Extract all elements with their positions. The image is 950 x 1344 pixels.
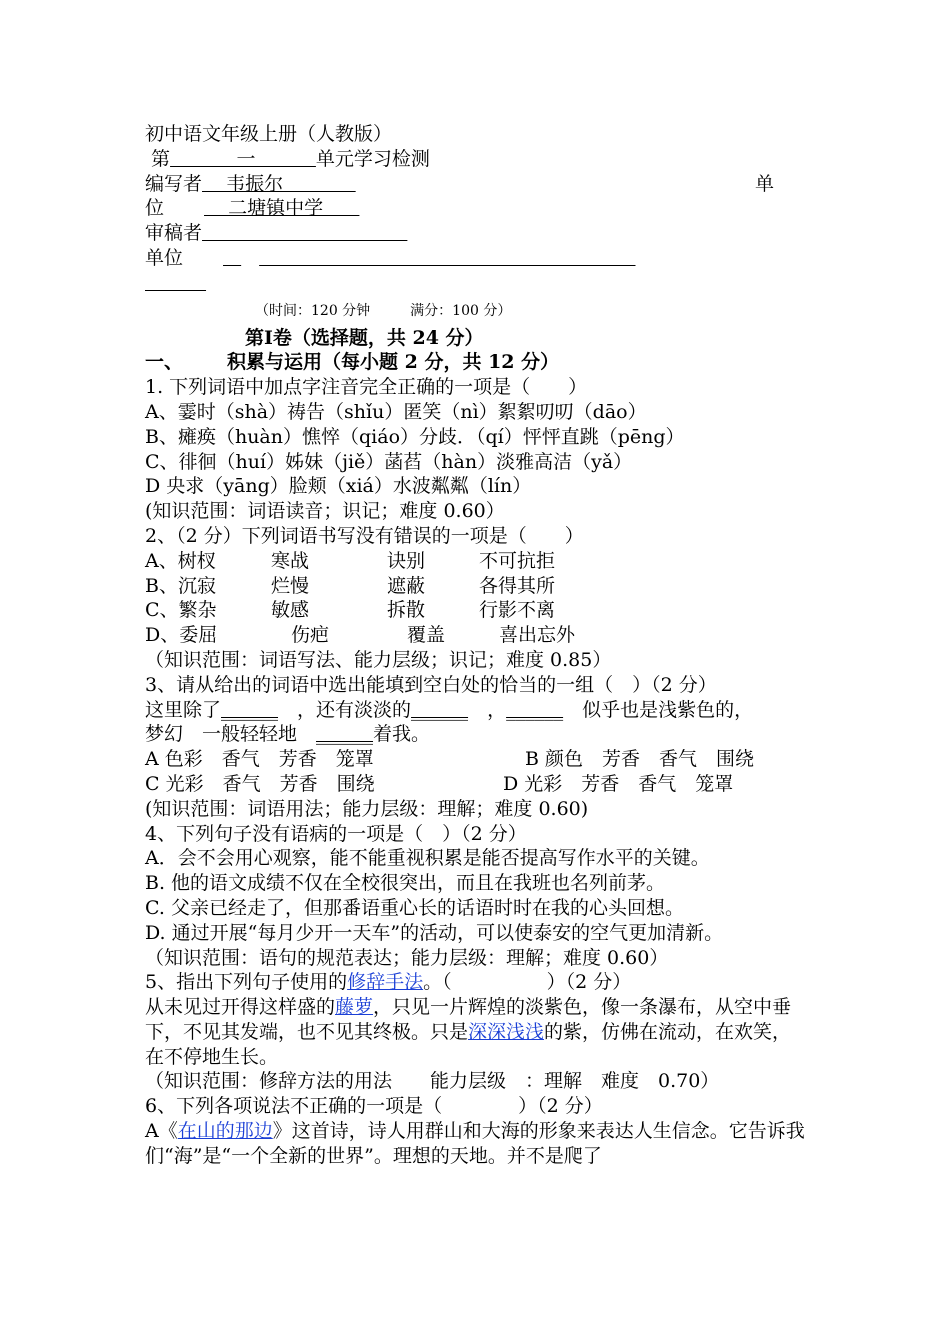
q2-word: D、委屈 (145, 624, 218, 647)
q5-stem (145, 970, 810, 995)
q1-option-a: A、霎时（shà）祷告（shǐu）匿笑（nì）絮絮叨叨（dāo） (145, 400, 647, 423)
unit-word-2: 位 (145, 197, 165, 220)
school-line (145, 196, 810, 221)
unit-label: 单位 (145, 246, 184, 269)
q4-option-b: B. 他的语文成绩不仅在全校很突出，而且在我班也名列前茅。 (145, 872, 666, 895)
q3-line2-b: 着我。 (373, 723, 431, 746)
q6-a-text-1: A《 (145, 1120, 178, 1143)
q3-option-c: C 光彩 香气 芳香 围绕 (145, 772, 375, 795)
q3-text-3: ， (487, 698, 507, 721)
q5-text-2: ，只见一片辉煌的淡紫色，像一条瀑布，从空中垂下，不见其发端，也不见其终极。只是 (145, 996, 792, 1043)
q2-note: （知识范围：词语写法、能力层级；识记；难度 0.85） (145, 648, 612, 671)
part-label: 一、 (145, 351, 184, 374)
q2-word: 烂慢 (271, 574, 310, 597)
q3-options-cd (145, 772, 810, 797)
q2-word: 不可抗拒 (479, 549, 556, 572)
q3-line2-a: 梦幻 一般轻轻地 (145, 723, 317, 746)
q2-option-row (145, 549, 810, 574)
q6-stem: 6、下列各项说法不正确的一项是（ ）（2 分） (145, 1095, 603, 1118)
time-info: （时间：120 分钟 (255, 302, 371, 319)
wisteria-link[interactable]: 藤萝 (335, 996, 374, 1019)
part-heading (145, 350, 810, 375)
q1-stem: 1. 下列词语中加点字注音完全正确的一项是（ ） (145, 376, 588, 399)
q5-stem-b: 。（ ）（2 分） (423, 971, 632, 994)
q4-stem: 4、下列句子没有语病的一项是（ ）（2 分） (145, 822, 527, 845)
author-line (145, 172, 810, 197)
q3-blank-2: ______ (411, 698, 469, 721)
book-title: 初中语文年级上册（人教版） (145, 123, 393, 145)
q4-option-c: C. 父亲已经走了，但那番语重心长的话语时时在我的心头回想。 (145, 896, 684, 919)
unit-word-1: 单 (754, 172, 774, 195)
q2-word: 寒战 (271, 549, 310, 572)
unit-line-3 (145, 274, 206, 293)
q2-word: A、树杈 (145, 549, 216, 572)
q2-option-row (145, 623, 810, 648)
q3-options-ab (145, 747, 810, 772)
q2-word: 行影不离 (479, 599, 556, 622)
q3-option-b: B 颜色 芳香 香气 围绕 (525, 748, 755, 771)
q3-option-a: A 色彩 香气 芳香 笼罩 (145, 748, 374, 771)
q6-option-a (145, 1119, 810, 1169)
q3-text-2: ，还有淡淡的 (297, 698, 412, 721)
unit-line-1 (223, 247, 241, 269)
q2-word: B、沉寂 (145, 574, 216, 597)
school-value: 二塘镇中学 (204, 197, 360, 220)
q3-passage-line2 (145, 722, 810, 747)
q3-stem: 3、请从给出的词语中选出能填到空白处的恰当的一组（ ）（2 分） (145, 673, 717, 696)
unit-suffix: 单元学习检测 (315, 147, 430, 170)
q2-word: 伤疤 (291, 624, 330, 647)
author-value: 韦振尔 (202, 172, 356, 195)
unit-prefix: 第 (151, 147, 171, 170)
q4-note: （知识范围：语句的规范表达；能力层级：理解；难度 0.60） (145, 946, 669, 969)
unit-line-cont (145, 271, 810, 296)
score-info: 满分：100 分） (410, 302, 512, 319)
unit-line-2 (259, 249, 635, 268)
q5-text-1: 从未见过开得这样盛的 (145, 996, 336, 1019)
unit-line (145, 246, 810, 271)
q3-text-4: 似乎也是浅紫色的， (582, 698, 754, 721)
q3-text-1: 这里除了 (145, 698, 222, 721)
q5-text-3: 的紫，仿佛在流动，在欢笑，在不停地生长。 (145, 1020, 792, 1068)
rhetoric-link[interactable]: 修辞手法 (347, 971, 424, 994)
q4-option-d: D. 通过开展“每月少开一天车”的活动，可以使泰安的空气更加清新。 (145, 921, 724, 944)
unit-blank: 一 (170, 147, 316, 170)
q6-a-text-2: 》这首诗，诗人用群山和大海的形象来表达人生信念。它告诉我们“海”是“一个全新的世界”。理想的天地。并不是爬了 (145, 1120, 805, 1167)
q2-word: 喜出忘外 (499, 624, 576, 647)
q2-word: 诀别 (387, 549, 426, 572)
q2-word: 拆散 (387, 599, 426, 622)
q5-passage (145, 995, 810, 1069)
reviewer-value (202, 222, 407, 244)
q1-option-c: C、徘徊（huí）姊妹（jiě）菡萏（hàn）淡雅高洁（yǎ） (145, 450, 633, 473)
q2-word: 各得其所 (479, 574, 556, 597)
q3-blank-3: ______ (506, 698, 564, 721)
q1-option-d: D 央求（yāng）脸颊（xiá）水波粼粼（lín） (145, 475, 532, 498)
q3-blank-1: ______ (221, 698, 279, 721)
unit-title (145, 147, 810, 172)
time-info-line (145, 296, 810, 326)
q2-stem: 2、（2 分）下列词语书写没有错误的一项是（ ） (145, 524, 584, 547)
part-title: 积累与运用（每小题 2 分，共 12 分） (227, 351, 560, 374)
reviewer-line (145, 221, 810, 246)
poem-link[interactable]: 在山的那边 (177, 1120, 273, 1143)
q2-word: 遮蔽 (387, 574, 426, 597)
q2-word: 覆盖 (407, 624, 446, 647)
q3-option-d: D 光彩 芳香 香气 笼罩 (503, 772, 734, 795)
q3-note: (知识范围：词语用法；能力层级：理解；难度 0.60) (145, 797, 589, 820)
q2-option-row (145, 574, 810, 599)
q2-option-row (145, 598, 810, 623)
q2-word: C、繁杂 (145, 599, 217, 622)
q2-options (145, 549, 810, 648)
q1-option-b: B、瘫痪（huàn）憔悴（qiáo）分歧．（qí）怦怦直跳（pēng） (145, 425, 685, 448)
reviewer-label: 审稿者 (145, 222, 203, 245)
shades-link[interactable]: 深深浅浅 (468, 1020, 545, 1043)
exam-page (145, 122, 810, 1169)
q5-note: （知识范围：修辞方法的用法 能力层级 ：理解 难度 0.70） (145, 1070, 720, 1093)
q3-passage (145, 698, 810, 723)
q1-note: (知识范围：词语读音；识记；难度 0.60） (145, 500, 505, 523)
section-title: 第Ⅰ卷（选择题，共 24 分） (245, 326, 484, 349)
q2-word: 敏感 (271, 599, 310, 622)
q5-stem-a: 5、指出下列句子使用的 (145, 971, 348, 994)
author-label: 编写者 (145, 172, 203, 195)
q3-blank-4: ______ (316, 723, 374, 746)
q4-option-a: A．会不会用心观察，能不能重视积累是能否提高写作水平的关键。 (145, 847, 710, 870)
